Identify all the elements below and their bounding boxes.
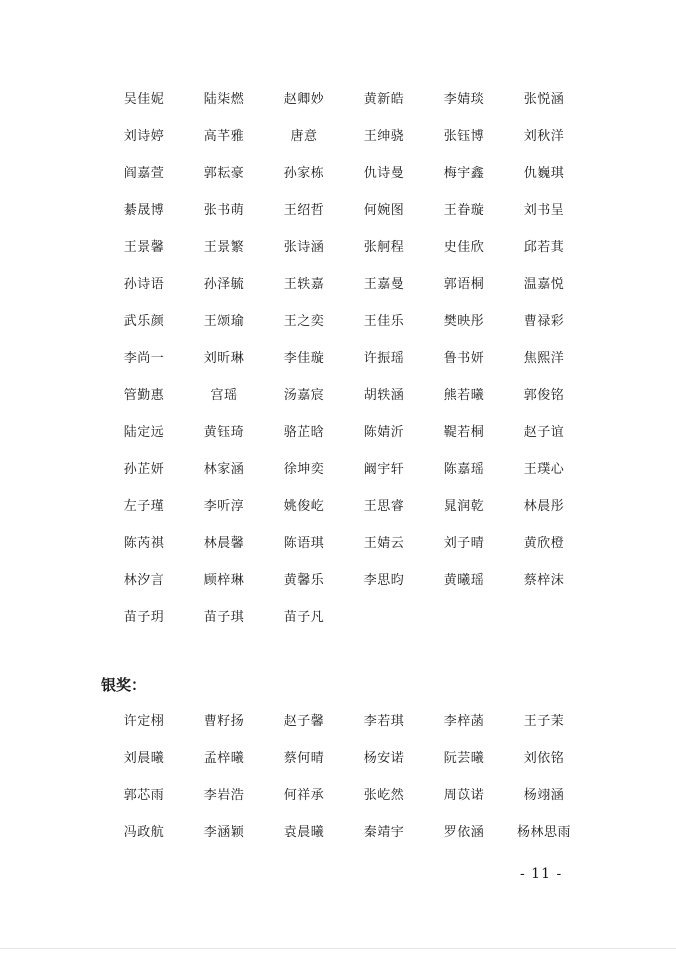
name-cell: 阮芸曦: [443, 751, 485, 766]
name-cell: 黄欣橙: [523, 536, 565, 551]
name-cell: 王嘉曼: [363, 277, 405, 292]
name-cell: 高芊雅: [203, 129, 245, 144]
name-cell: 左子瑾: [123, 499, 165, 514]
name-cell: 蔡梓沫: [523, 573, 565, 588]
name-cell: 王子茉: [523, 714, 565, 729]
name-cell: 鞮若桐: [443, 425, 485, 440]
name-cell: 赵卿妙: [283, 92, 325, 107]
name-cell: 王绅骁: [363, 129, 405, 144]
name-grid-silver: [104, 709, 584, 857]
name-cell: 刘诗婷: [123, 129, 165, 144]
name-cell: 冯政航: [123, 825, 165, 840]
name-cell: 徐坤奕: [283, 462, 325, 477]
name-cell: 刘昕琳: [203, 351, 245, 366]
name-cell: 温嘉悦: [523, 277, 565, 292]
name-cell: 陈芮祺: [123, 536, 165, 551]
name-cell: 焦熙洋: [523, 351, 565, 366]
name-cell: 邱若萁: [523, 240, 565, 255]
name-cell: 张悦涵: [523, 92, 565, 107]
name-grid-top: [104, 87, 584, 642]
name-cell: 阚宇轩: [363, 462, 405, 477]
name-cell: 顾梓琳: [203, 573, 245, 588]
name-cell: 仇诗曼: [363, 166, 405, 181]
name-cell: 武乐颜: [123, 314, 165, 329]
name-cell: 黄新皓: [363, 92, 405, 107]
name-cell: 王之奕: [283, 314, 325, 329]
name-cell: 刘子晴: [443, 536, 485, 551]
name-cell: 刘依铭: [523, 751, 565, 766]
name-cell: 孙诗语: [123, 277, 165, 292]
name-cell: 杨翊涵: [523, 788, 565, 803]
name-cell: 蔡何晴: [283, 751, 325, 766]
name-cell: 郭语桐: [443, 277, 485, 292]
name-cell: 李涵颖: [203, 825, 245, 840]
name-cell: 张屹然: [363, 788, 405, 803]
name-cell: 陆定远: [123, 425, 165, 440]
name-cell: 李听淳: [203, 499, 245, 514]
name-cell: 郭芯雨: [123, 788, 165, 803]
name-cell: 唐意: [290, 129, 318, 144]
name-cell: 林汐言: [123, 573, 165, 588]
name-cell: 杨林思雨: [516, 825, 571, 840]
name-cell: 许振瑶: [363, 351, 405, 366]
name-cell: 何祥承: [283, 788, 325, 803]
name-cell: 王眷璇: [443, 203, 485, 218]
name-cell: 樊映彤: [443, 314, 485, 329]
name-cell: 曹禄彩: [523, 314, 565, 329]
name-cell: 李婧琰: [443, 92, 485, 107]
name-cell: 仇巍琪: [523, 166, 565, 181]
name-cell: 王婧云: [363, 536, 405, 551]
name-cell: 郭耘豪: [203, 166, 245, 181]
name-cell: 熊若曦: [443, 388, 485, 403]
name-cell: 李思昀: [363, 573, 405, 588]
name-cell: 王璞心: [523, 462, 565, 477]
name-cell: 阎嘉萱: [123, 166, 165, 181]
name-cell: 何婉图: [363, 203, 405, 218]
name-cell: 张书萌: [203, 203, 245, 218]
name-cell: 骆芷晗: [283, 425, 325, 440]
name-cell: 王轶嘉: [283, 277, 325, 292]
name-cell: 赵子谊: [523, 425, 565, 440]
name-cell: 苗子琪: [203, 610, 245, 625]
name-cell: 姚俊屹: [283, 499, 325, 514]
name-cell: 李若琪: [363, 714, 405, 729]
name-cell: 管勤惠: [123, 388, 165, 403]
name-cell: 许定栩: [123, 714, 165, 729]
name-cell: 王景馨: [123, 240, 165, 255]
name-cell: 鲁书妍: [443, 351, 485, 366]
name-cell: 罗依涵: [443, 825, 485, 840]
name-cell: 王绍哲: [283, 203, 325, 218]
name-cell: 吴佳妮: [123, 92, 165, 107]
name-cell: 陆柒燃: [203, 92, 245, 107]
name-cell: 刘秋洋: [523, 129, 565, 144]
name-cell: 胡轶涵: [363, 388, 405, 403]
name-cell: 汤嘉宸: [283, 388, 325, 403]
name-cell: 黄钰琦: [203, 425, 245, 440]
name-cell: 王佳乐: [363, 314, 405, 329]
name-cell: 周苡诺: [443, 788, 485, 803]
section-heading-silver: 银奖：: [101, 676, 147, 694]
name-cell: 孙家栋: [283, 166, 325, 181]
name-cell: 綦晟博: [123, 203, 165, 218]
name-cell: 张诗涵: [283, 240, 325, 255]
name-cell: 郭俊铭: [523, 388, 565, 403]
name-cell: 李岩浩: [203, 788, 245, 803]
name-cell: 曹籽扬: [203, 714, 245, 729]
name-cell: 陈婧沂: [363, 425, 405, 440]
name-cell: 王景繁: [203, 240, 245, 255]
name-cell: 秦靖宇: [363, 825, 405, 840]
name-cell: 宫瑶: [210, 388, 238, 403]
name-cell: 李梓菡: [443, 714, 485, 729]
name-cell: 林晨馨: [203, 536, 245, 551]
name-cell: 陈嘉瑶: [443, 462, 485, 477]
name-cell: 赵子馨: [283, 714, 325, 729]
name-cell: 林晨彤: [523, 499, 565, 514]
name-cell: 袁晨曦: [283, 825, 325, 840]
name-cell: 李佳璇: [283, 351, 325, 366]
page-bottom-edge: [0, 948, 676, 949]
name-cell: 孙芷妍: [123, 462, 165, 477]
name-cell: 黄馨乐: [283, 573, 325, 588]
name-cell: 王思睿: [363, 499, 405, 514]
name-cell: 史佳欣: [443, 240, 485, 255]
name-cell: 李尚一: [123, 351, 165, 366]
name-cell: 林家涵: [203, 462, 245, 477]
name-cell: 孟梓曦: [203, 751, 245, 766]
name-cell: 孙泽毓: [203, 277, 245, 292]
name-cell: 陈语琪: [283, 536, 325, 551]
name-cell: 黄曦瑶: [443, 573, 485, 588]
page-number: - 11 -: [520, 866, 563, 882]
name-cell: 刘晨曦: [123, 751, 165, 766]
name-cell: 梅宇鑫: [443, 166, 485, 181]
name-cell: 苗子玥: [123, 610, 165, 625]
name-cell: 刘书呈: [523, 203, 565, 218]
name-cell: 张钰博: [443, 129, 485, 144]
name-cell: 杨安诺: [363, 751, 405, 766]
name-cell: 晁润乾: [443, 499, 485, 514]
name-cell: 王颂瑜: [203, 314, 245, 329]
name-cell: 苗子凡: [283, 610, 325, 625]
name-cell: 张舸程: [363, 240, 405, 255]
